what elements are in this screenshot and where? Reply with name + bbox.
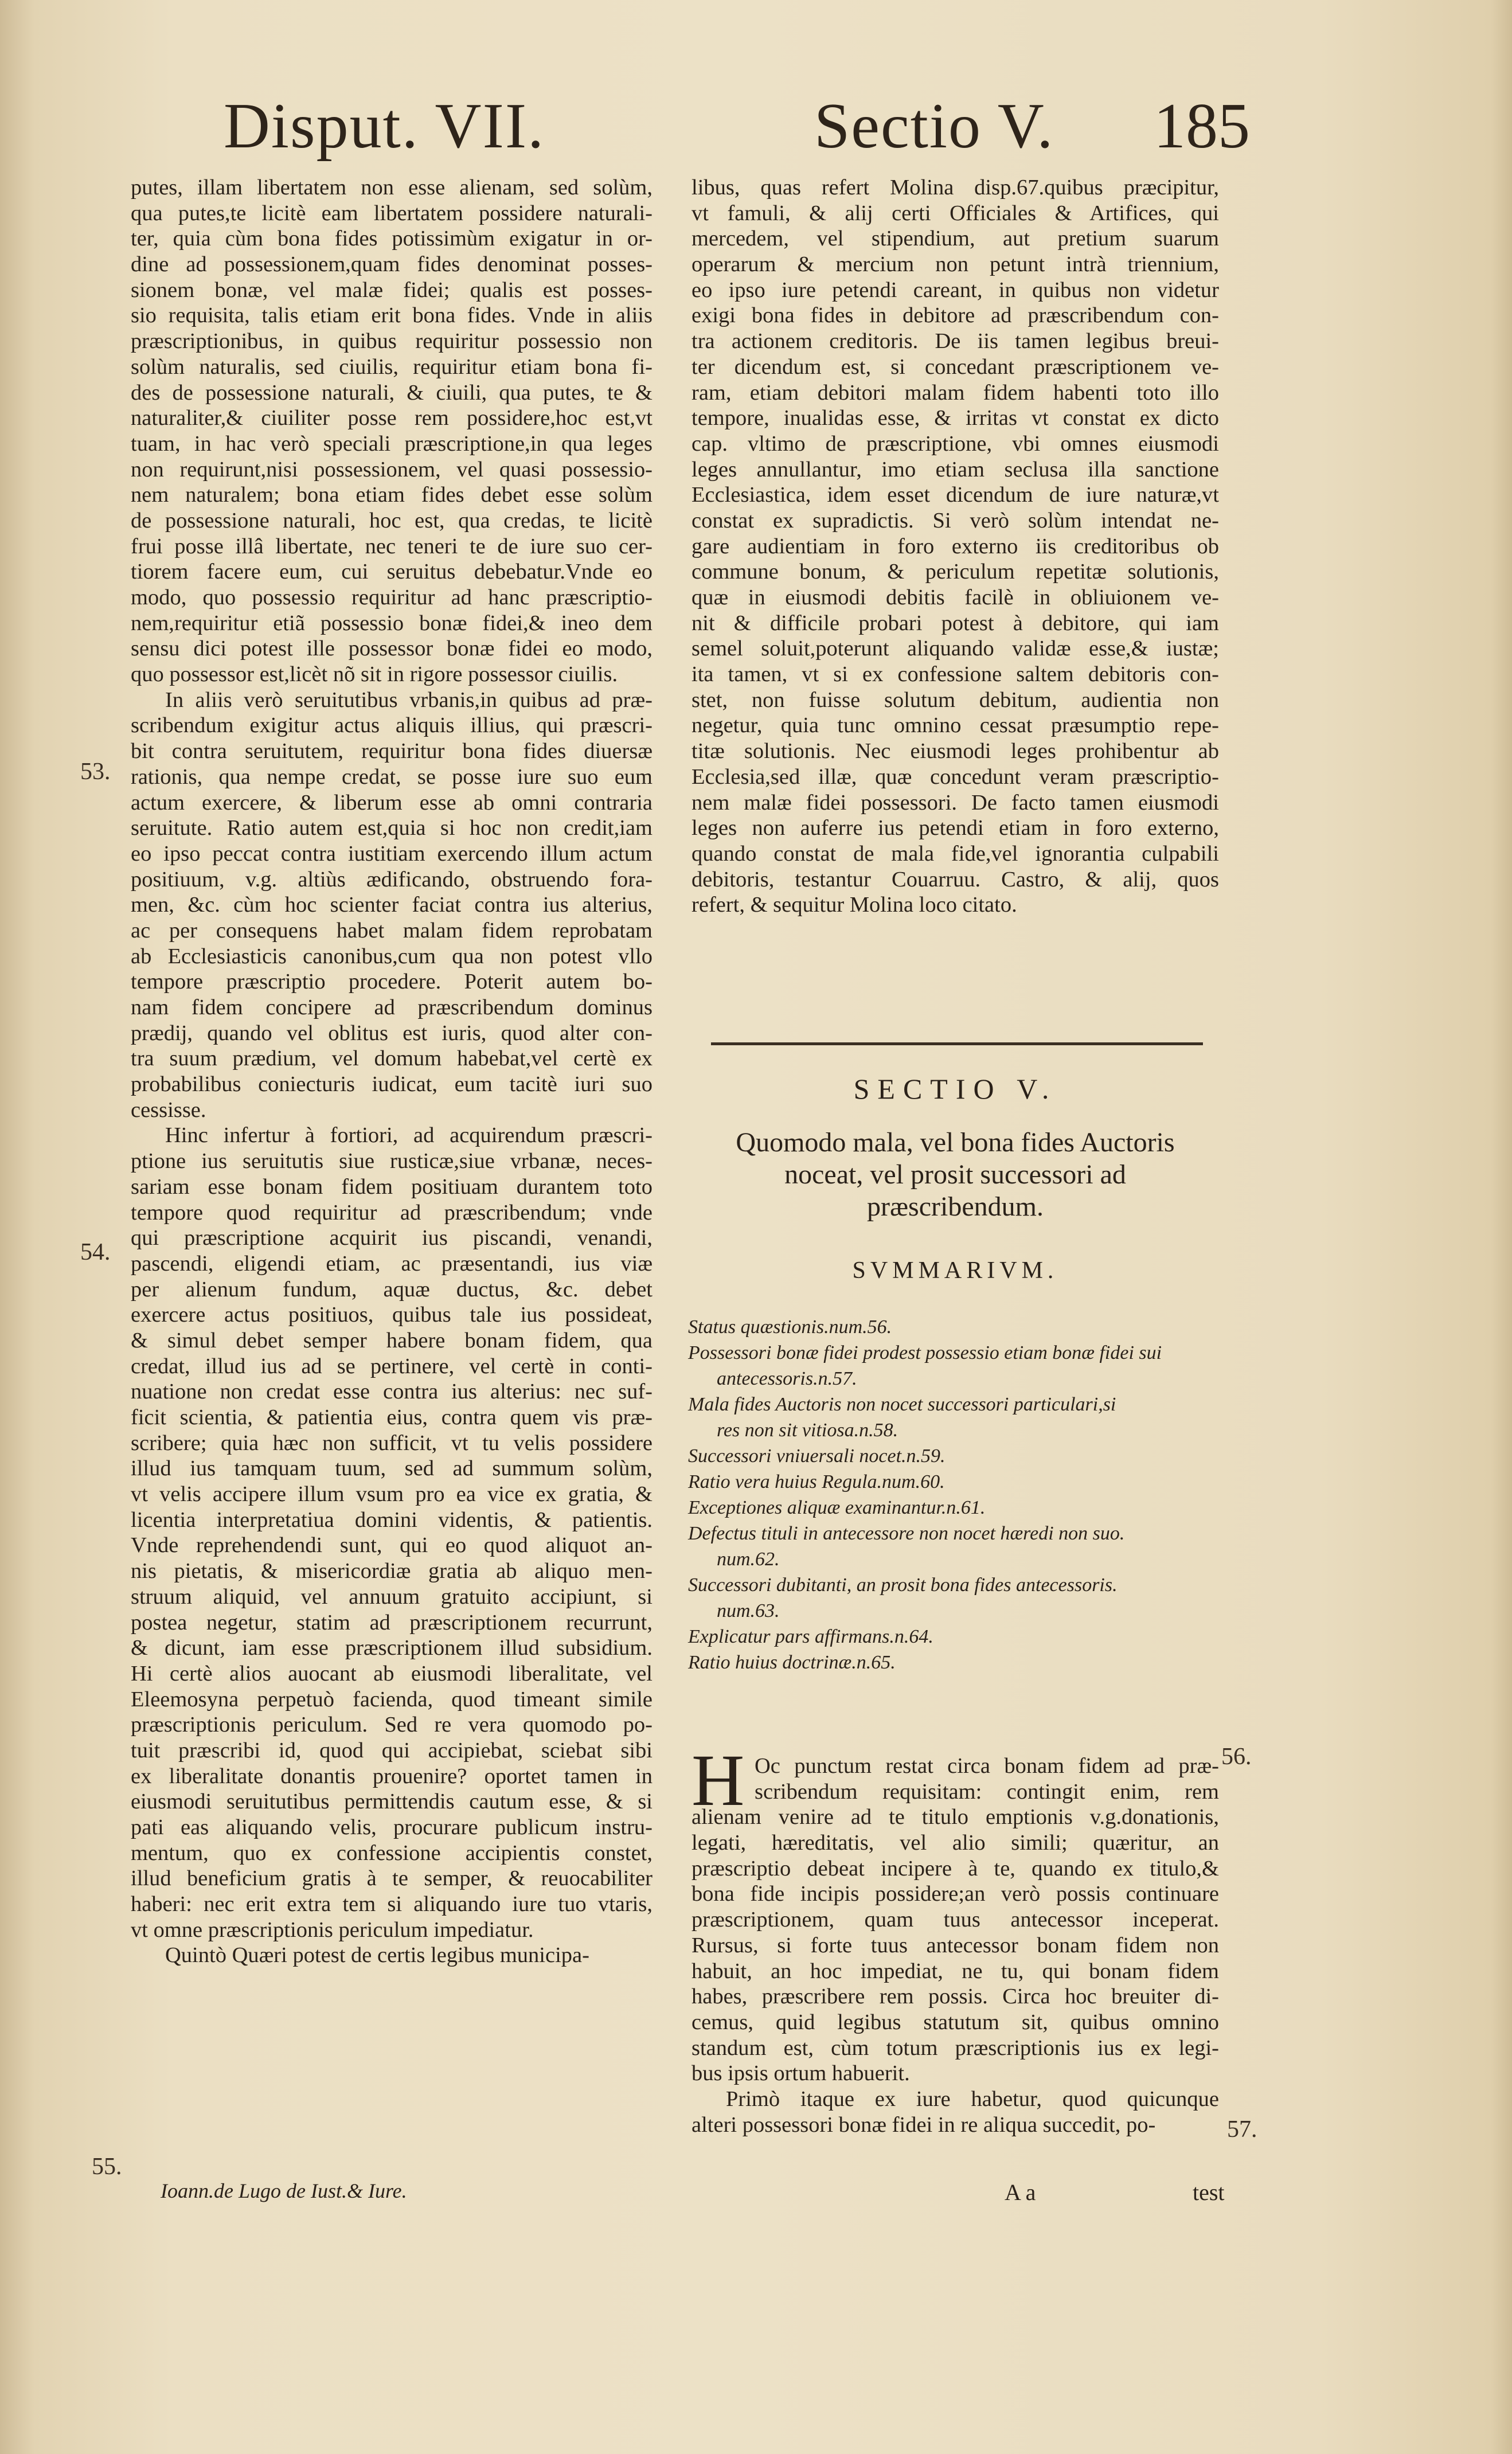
author-footer: Ioann.de Lugo de Iust.& Iure. [161,2179,407,2202]
text-line: solùm naturalis, sed ciuilis, requiritur etiam bona fi- [131,354,653,379]
text-line: qua putes,te licitè eam libertatem possidere naturali- [131,201,653,225]
text-line: vt velis accipere illum vsum pro ea vice ex gratia, & [131,1482,653,1507]
text-line: eo ipso iure petendi careant, in quibus non videtur [691,278,1219,302]
summarium-item: Successori vniuersali nocet.n.59. [688,1445,946,1467]
text-line: ram, etiam debitori malam fidem habenti toto illo [691,380,1219,405]
section-body-text [691,1753,1219,2138]
text-line: ficit scientia, & patientia eius, contra quem vis præ- [131,1405,653,1429]
summarium-item: antecessoris.n.57. [717,1368,857,1389]
text-line: cap. vltimo de præscriptione, vbi omnes eiusmodi [691,431,1219,456]
summarium-item: Mala fides Auctoris non nocet successori particulari,si [688,1394,1116,1415]
text-line: pati eas aliquando velis, procurare publicum instru- [131,1815,653,1839]
text-line: nit & difficile probari potest à debitore, qui iam [691,611,1219,635]
text-line: quæ in eiusmodi debitis facilè in obliuionem ve- [691,585,1219,609]
summarium-item: res non sit vitiosa.n.58. [717,1420,898,1441]
text-line: Hinc infertur à fortiori, ad acquirendum præscri- [165,1123,653,1148]
text-line: des de possessione naturali, & ciuili, qua putes, te & [131,380,653,405]
text-line: sariam esse bonam fidem positiuam durantem toto [131,1174,653,1199]
right-text-column [691,175,1219,918]
text-line: tuit præscribi id, quod qui accipiebat, sciebat sibi [131,1738,653,1763]
text-line: titæ solutionis. Nec eiusmodi leges prohibentur ab [691,739,1219,764]
margin-number-57: 57. [1227,2116,1257,2143]
subtitle-line: Quomodo mala, vel bona fides Auctoris [736,1127,1175,1158]
text-line: probabilibus coniecturis iudicat, eum tacitè iuri suo [131,1072,653,1097]
text-line: tempore quod requiritur ad præscribendum; vnde [131,1200,653,1225]
text-line: tempore, inualidas esse, & irritas vt constat ex dicto [691,406,1219,431]
summarium-heading: SVMMARIVM. [852,1257,1058,1284]
text-line: In aliis verò seruitutibus vrbanis,in quibus ad præ- [165,687,653,712]
summarium-item: Exceptiones aliquæ examinantur.n.61. [688,1497,986,1518]
text-line: alteri possessori bonæ fidei in re aliqua succedit, po- [691,2112,1156,2137]
text-line: nem malæ fidei possessori. De facto tamen eiusmodi [691,790,1219,815]
text-line: alienam venire ad te titulo emptionis v.g.donationis, [691,1805,1219,1830]
section-subtitle [691,1127,1219,1223]
text-line: bus ipsis ortum habuerit. [691,2061,910,2086]
text-line: cemus, quid legibus statutum sit, quibus omnino [691,2010,1219,2034]
text-line: standum est, cùm totum præscriptionis ius ex legi- [691,2035,1219,2060]
text-line: Eleemosyna perpetuò facienda, quod timeant simile [131,1687,653,1711]
text-line: putes, illam libertatem non esse alienam, sed solùm, [131,175,653,200]
text-line: bit contra seruitutem, requiritur bona fides diuersæ [131,739,653,764]
text-line: quando constat de mala fide,vel ignorantia culpabili [691,841,1219,866]
text-line: habuit, an hoc impediat, ne tu, qui bonam fidem [691,1959,1219,1983]
text-line: mercedem, vel stipendium, aut pretium suarum [691,226,1219,251]
text-line: nuatione non credat esse contra ius alterius: nec suf- [131,1380,653,1404]
running-header [224,86,1250,166]
margin-number-56: 56. [1221,1744,1252,1770]
text-line: Hi certè alios auocant ab eiusmodi liberalitate, vel [131,1661,653,1686]
text-line: tra actionem creditoris. De iis tamen legibus breui- [691,329,1219,354]
text-line: haberi: nec erit extra tem si aliquando iure tuo vtaris, [131,1892,653,1917]
summarium-item: Defectus tituli in antecessore non nocet hæredi non suo. [688,1523,1125,1544]
text-line: legati, hæreditatis, vel alio simili; quæritur, an [691,1831,1219,1855]
text-line: Oc punctum restat circa bonam fidem ad præ- [755,1754,1219,1778]
text-line: præscriptionem, quam tuus antecessor inceperat. [691,1908,1219,1932]
text-line: Primò itaque ex iure habetur, quod quicunque [726,2086,1219,2111]
text-line: eo ipso peccat contra iustitiam exercendo illum actum [131,841,653,866]
section-title: SECTIO V. [853,1073,1057,1105]
text-line: tuam, in hac verò speciali præscriptione,in qua leges [131,431,653,456]
text-line: exigi bona fides in debitore ad præscribendum con- [691,303,1219,328]
text-line: actum exercere, & liberum esse ab omni contraria [131,790,653,815]
drop-cap: H [691,1740,745,1821]
section-heading: Sectio V. [814,91,1054,162]
text-line: modo, quo possessio requiritur ad hanc præscriptio- [131,585,653,609]
text-line: gare audientiam in foro externo iis creditoribus ob [691,534,1219,558]
text-line: sensu dici potest ille possessor bonæ fidei eo modo, [131,636,653,661]
text-line: ac per consequens habet malam fidem reprobatam [131,918,653,943]
text-line: ter, quia cùm bona fides potissimùm exigatur in or- [131,226,653,251]
text-line: men, &c. cùm hoc scienter faciat contra ius alterius, [131,893,653,917]
text-line: sionem bonæ, vel malæ fidei; qualis est posses- [131,278,653,302]
text-line: seruitute. Ratio autem est,quia si hoc non credit,iam [131,816,653,841]
text-line: leges annullantur, imo etiam seclusa illa sanctione [691,457,1219,482]
text-line: naturaliter,& ciuiliter posse rem possidere,hoc est,vt [131,406,653,431]
left-text-column [131,175,653,1968]
margin-number-53: 53. [80,759,111,785]
text-line: scribere; quia hæc non sufficit, vt tu velis possidere [131,1431,653,1455]
text-line: commune bonum, & periculum repetitæ solutionis, [691,560,1219,584]
summarium-item: Successori dubitanti, an prosit bona fides antecessoris. [688,1574,1118,1596]
summarium-list [688,1314,1227,1675]
text-line: semel soluit,poterunt aliquando validæ esse,& iustæ; [691,636,1219,661]
text-line: nem,requiritur etiã possessio bonæ fidei,& ineo dem [131,611,653,635]
text-line: qui præscriptione acquirit ius piscandi, venandi, [131,1226,653,1251]
text-line: præscriptio debeat incipere à te, quando ex titulo,& [691,1856,1219,1881]
page-number: 185 [1154,91,1250,162]
signature-mark: A a [1005,2179,1036,2205]
text-line: nis pietatis, & misericordiæ gratia ab aliquo men- [131,1559,653,1584]
text-line: tempore præscriptio procedere. Poterit autem bo- [131,970,653,994]
text-line: præscriptionis periculum. Sed re vera quomodo po- [131,1713,653,1737]
text-line: præscriptionibus, in quibus requiritur possessio non [131,329,653,354]
text-line: ex liberalitate donantis prouenire? oportet tamen in [131,1764,653,1788]
section-divider-rule [711,1042,1203,1045]
text-line: Vnde reprehendendi sunt, qui eo quod aliquot an- [131,1533,653,1558]
text-line: Ecclesiastica, idem esset dicendum de iure naturæ,vt [691,483,1219,507]
text-line: tra suum prædium, vel domum habebat,vel certè ex [131,1046,653,1071]
text-line: licentia interpretatiua domini videntis, & patientis. [131,1507,653,1532]
text-line: libus, quas refert Molina disp.67.quibus præcipitur, [691,175,1219,200]
text-line: frui posse illâ libertate, nec teneri te de iure suo cer- [131,534,653,558]
text-line: eiusmodi seruitutibus permittendis cautum esse, & si [131,1789,653,1814]
text-line: illud beneficium gratis à te semper, & reuocabiliter [131,1866,653,1891]
text-line: vt famuli, & alij certi Officiales & Artifices, qui [691,201,1219,225]
text-line: ter dicendum est, si concedant præscriptionem ve- [691,354,1219,379]
text-line: positiuum, v.g. altiùs ædificando, obstruendo fora- [131,867,653,892]
text-line: credat, illud ius ad se pertinere, vel certè in conti- [131,1354,653,1378]
text-line: exercere actus positiuos, quibus tale ius possideat, [131,1303,653,1327]
text-line: pascendi, eligendi etiam, ac præsentandi, ius viæ [131,1251,653,1276]
text-line: dine ad possessionem,quam fides denominat posses- [131,252,653,277]
text-line: de possessione naturali, hoc est, qua credas, te licitè [131,508,653,533]
text-line: habes, præscribere rem possis. Circa hoc breuiter di- [691,1984,1219,2009]
text-line: Rursus, si forte tuus antecessor bonam fidem non [691,1933,1219,1957]
text-line: quo possessor est,licèt nõ sit in rigore possessor ciuilis. [131,662,618,687]
text-line: leges non auferre ius petendi etiam in foro externo, [691,816,1219,841]
summarium-item: Status quæstionis.num.56. [688,1316,892,1338]
text-line: stet, non fuisse solutum debitum, audientia non [691,687,1219,712]
text-line: mentum, quo ex confessione accipientis constet, [131,1840,653,1865]
text-line: tiorem facere eum, cui seruitus debebatur.Vnde eo [131,560,653,584]
text-line: ab Ecclesiasticis canonibus,cum qua non potest vllo [131,944,653,968]
text-line: Ecclesia,sed illæ, quæ concedunt veram præscriptio- [691,764,1219,789]
text-line: scribendum exigitur actus aliquis illius, qui præscri- [131,713,653,738]
text-line: cessisse. [131,1097,206,1122]
text-line: sio requisita, talis etiam erit bona fides. Vnde in aliis [131,303,653,328]
summarium-item: num.62. [717,1549,780,1570]
text-line: struum aliquid, vel annuum gratuito accipiunt, si [131,1584,653,1609]
summarium-item: Possessori bonæ fidei prodest possessio etiam bonæ fidei sui [688,1342,1162,1363]
text-line: ptione ius seruitutis siue rusticæ,siue vrbanæ, neces- [131,1149,653,1174]
text-line: scribendum requisitam: contingit enim, rem [755,1779,1219,1804]
text-line: operarum & mercium non petunt intrà triennium, [691,252,1219,277]
text-line: & simul debet semper habere bonam fidem, qua [131,1328,653,1353]
summarium-item: Explicatur pars affirmans.n.64. [688,1626,933,1647]
summarium-item: Ratio huius doctrinæ.n.65. [688,1652,896,1673]
summarium-item: Ratio vera huius Regula.num.60. [688,1471,945,1492]
catchword: test [1193,2179,1225,2205]
text-line: Quintò Quæri potest de certis legibus municipa- [165,1943,589,1968]
text-line: bona fide incipis possidere;an verò possis continuare [691,1882,1219,1906]
text-line: ita tamen, vt si ex confessione saltem debitoris con- [691,662,1219,687]
text-line: prædij, quando vel oblitus est iuris, quod alter con- [131,1021,653,1045]
subtitle-line: noceat, vel prosit successori ad [784,1159,1126,1190]
margin-number-55: 55. [92,2154,122,2180]
text-line: nam fidem concipere ad præscribendum dominus [131,995,653,1019]
text-line: nem naturalem; bona etiam fides debet esse solùm [131,483,653,507]
text-line: vt omne præscriptionis periculum impediatur. [131,1917,534,1942]
text-line: debitoris, testantur Couarruu. Castro, & alij, quos [691,867,1219,892]
text-line: postea negetur, statim ad præscriptionem recurrunt, [131,1610,653,1635]
margin-number-54: 54. [80,1239,111,1265]
subtitle-line: præscribendum. [867,1191,1044,1222]
text-line: illud ius tamquam tuum, sed ad summum solùm, [131,1456,653,1481]
summarium-item: num.63. [717,1600,780,1621]
text-line: & dicunt, iam esse præscriptionem illud subsidium. [131,1636,653,1660]
text-line: rationis, qua nempe credat, se posse iure suo eum [131,764,653,789]
text-line: refert, & sequitur Molina loco citato. [691,893,1017,917]
text-line: per alienum fundum, aquæ ductus, &c. debet [131,1277,653,1302]
text-line: negetur, quia tunc omnino cessat præsumptio repe- [691,713,1219,738]
disputation-heading: Disput. VII. [224,91,545,162]
text-line: constat ex supradictis. Si verò solùm intendat ne- [691,508,1219,533]
text-line: non requirunt,nisi possessionem, vel quasi possessio- [131,457,653,482]
